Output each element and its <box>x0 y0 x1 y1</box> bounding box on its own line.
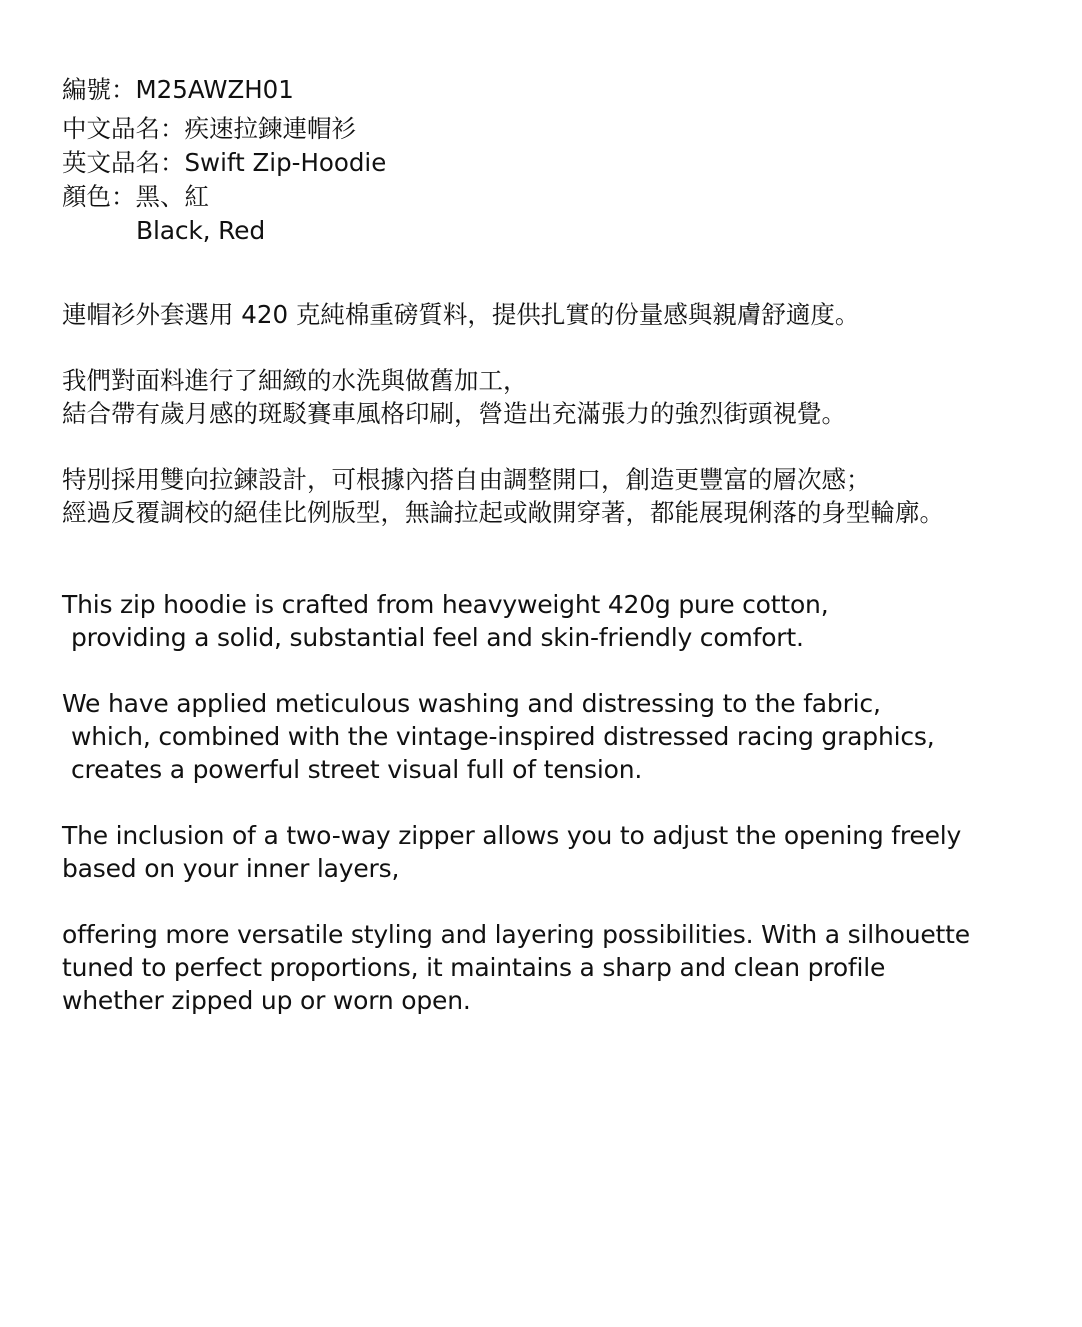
description-en-line: The inclusion of a two-way zipper allows you to adjust the opening freely <box>62 821 962 850</box>
description-zh-paragraph-2 <box>62 364 1072 430</box>
description-en-line: providing a solid, substantial feel and skin-friendly comfort. <box>71 623 804 652</box>
description-en-line: whether zipped up or worn open. <box>62 986 471 1015</box>
description-zh-paragraph-1 <box>62 298 1072 331</box>
product-code: 編號：M25AWZH01 <box>62 75 294 104</box>
description-zh-line: 連帽衫外套選用 420 克純棉重磅質料，提供扎實的份量感與親膚舒適度。 <box>62 300 860 329</box>
description-en-paragraph-2 <box>62 687 1072 786</box>
description-en-line: creates a powerful street visual full of tension. <box>71 755 643 784</box>
description-zh-line: 經過反覆調校的絕佳比例版型，無論拉起或敞開穿著，都能展現俐落的身型輪廓。 <box>62 498 944 527</box>
description-en-paragraph-1 <box>62 588 1072 654</box>
description-zh-line: 特別採用雙向拉鍊設計，可根據內搭自由調整開口，創造更豐富的層次感； <box>62 465 871 494</box>
description-en-line: tuned to perfect proportions, it maintains a sharp and clean profile <box>62 953 886 982</box>
product-name-chinese: 中文品名：疾速拉鍊連帽衫 <box>62 114 356 143</box>
product-name-english: 英文品名：Swift Zip-Hoodie <box>62 148 387 177</box>
description-en-line: We have applied meticulous washing and distressing to the fabric, <box>62 689 881 718</box>
description-en-line: which, combined with the vintage-inspired distressed racing graphics, <box>71 722 935 751</box>
description-en-line: This zip hoodie is crafted from heavyweight 420g pure cotton, <box>62 590 829 619</box>
description-en-line: based on your inner layers, <box>62 854 400 883</box>
product-spec-block <box>62 72 1072 248</box>
description-en-paragraph-3 <box>62 819 1072 885</box>
description-zh-line: 我們對面料進行了細緻的水洗與做舊加工， <box>62 366 528 395</box>
description-en-paragraph-4 <box>62 918 1072 1017</box>
product-description-document <box>62 72 1072 1017</box>
description-zh-line: 結合帶有歲月感的斑駁賽車風格印刷，營造出充滿張力的強烈街頭視覺。 <box>62 399 846 428</box>
description-zh-paragraph-3 <box>62 463 1072 529</box>
description-en-line: offering more versatile styling and layering possibilities. With a silhouette <box>62 920 970 949</box>
product-color-english: Black, Red <box>136 216 266 245</box>
product-color: 顏色：黑、紅 <box>62 182 209 211</box>
